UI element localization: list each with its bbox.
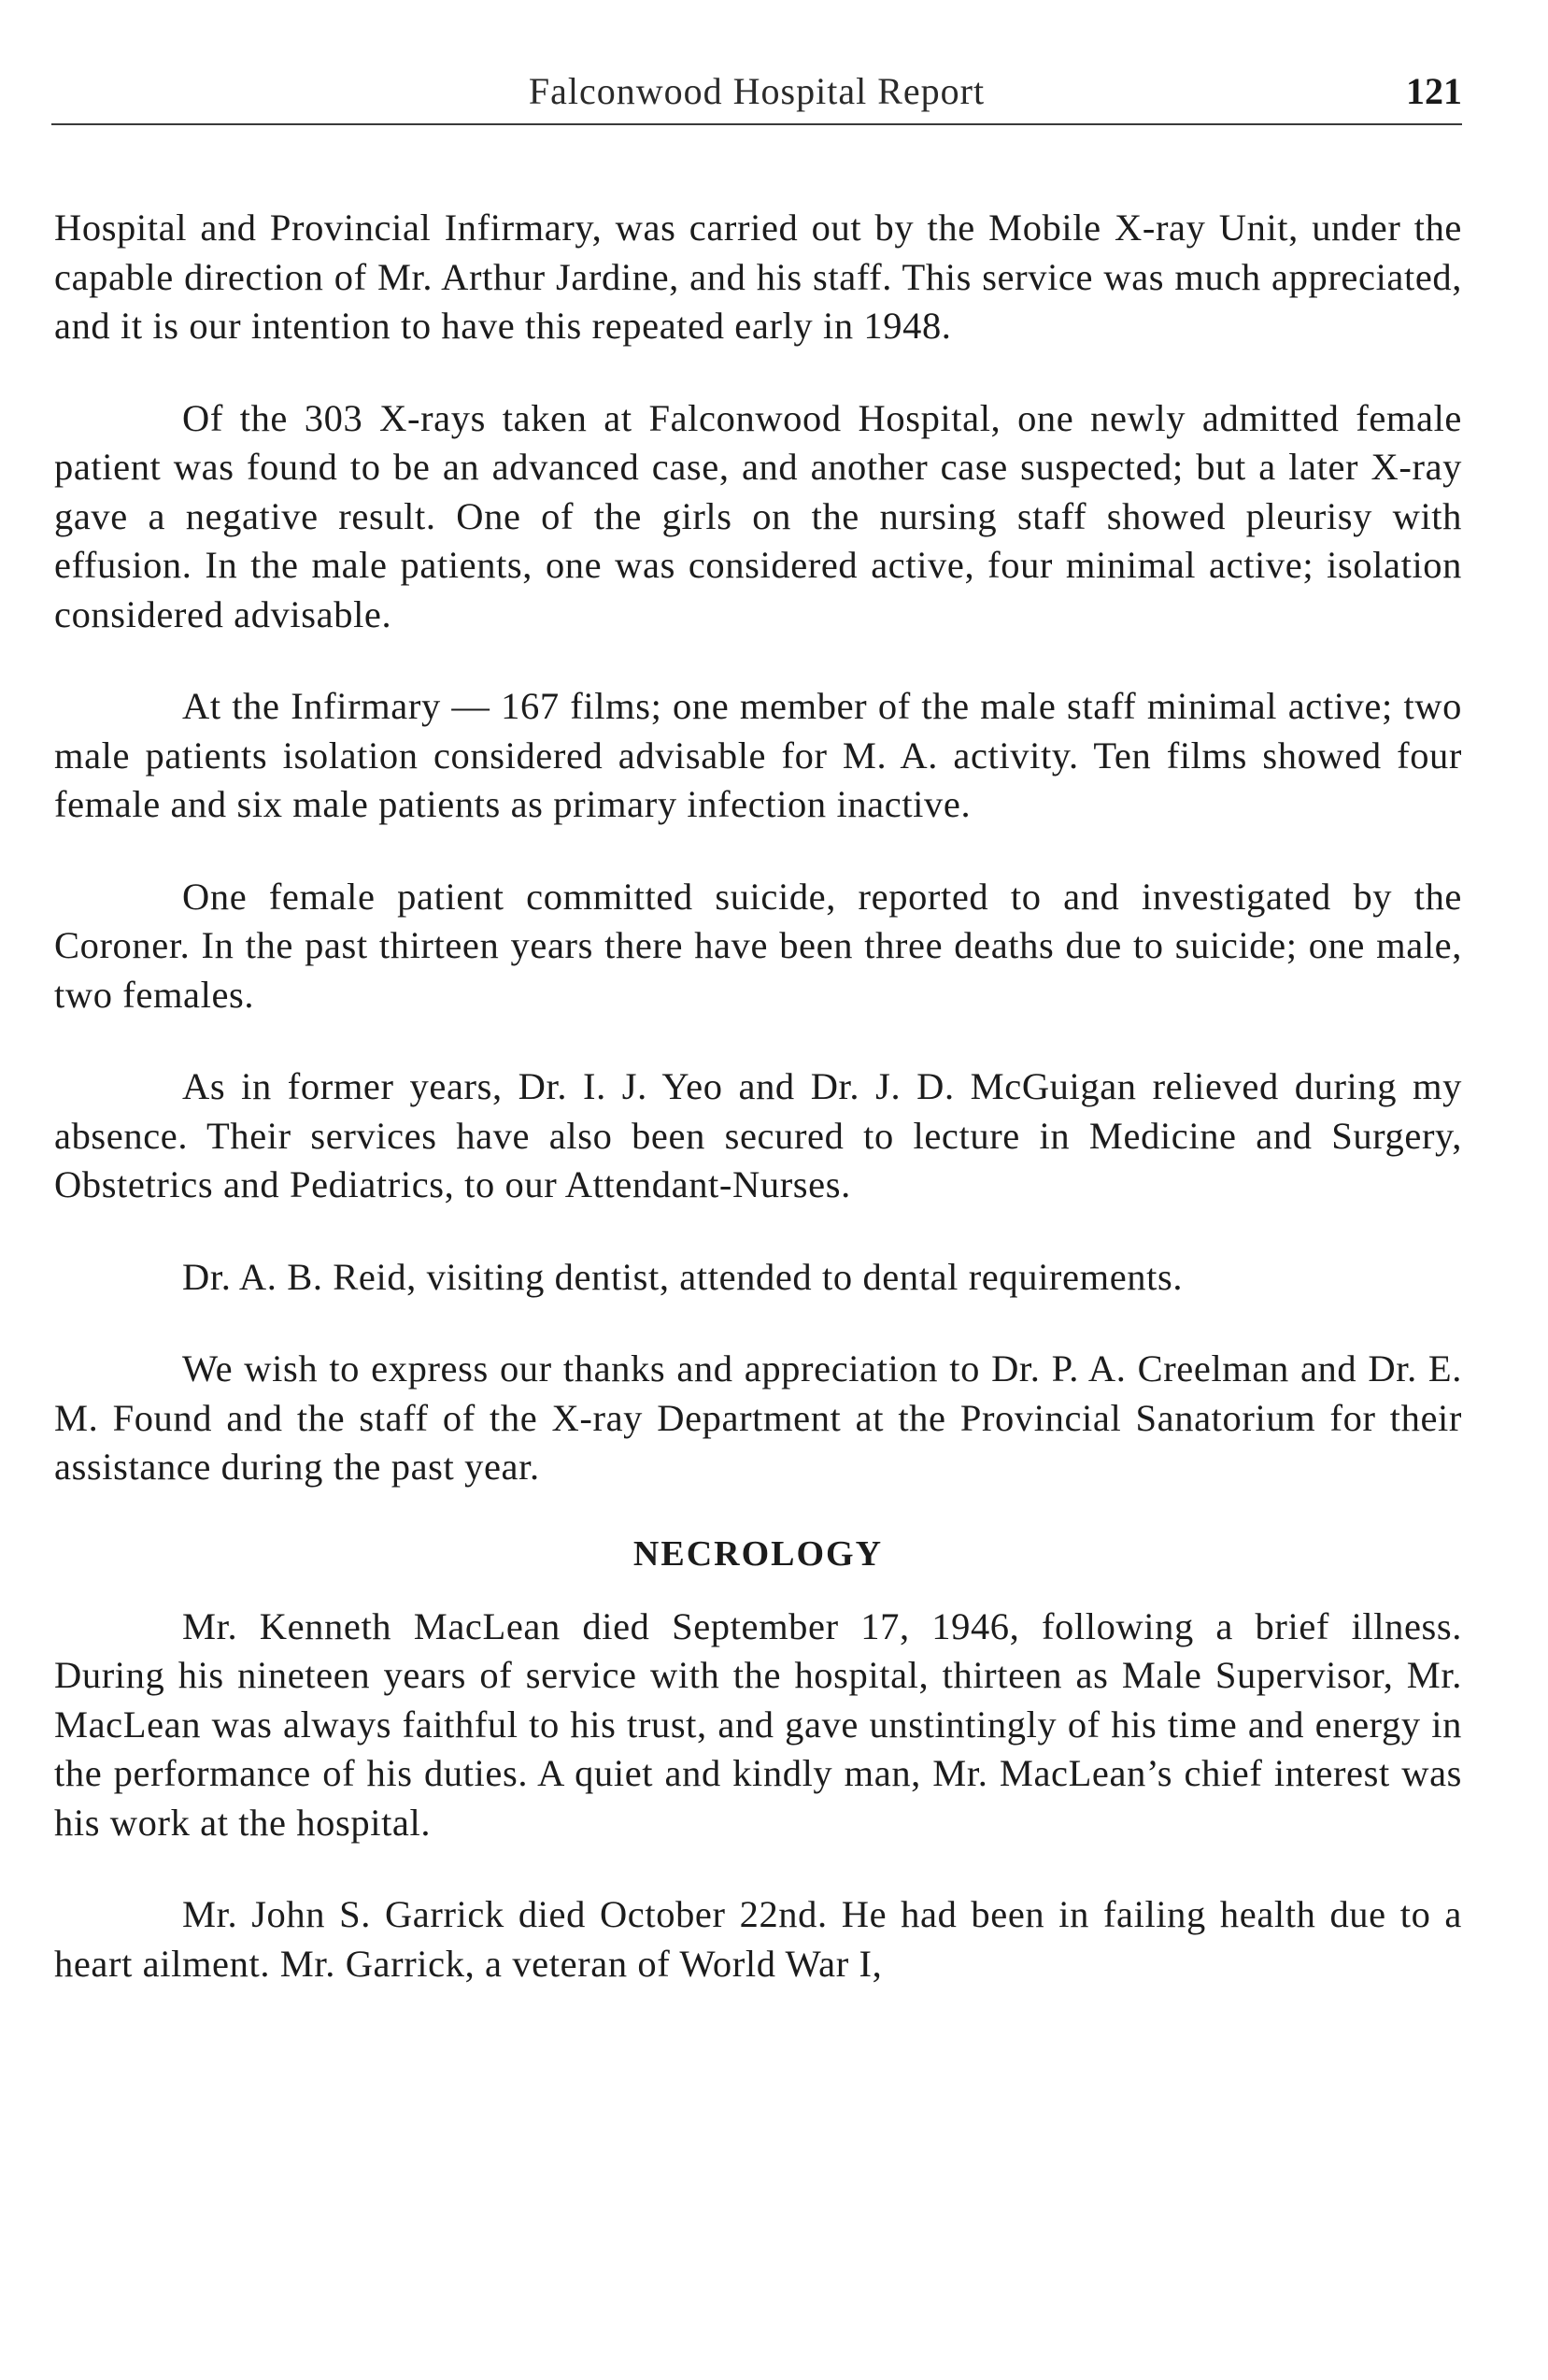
paragraph-thanks: We wish to express our thanks and appreciation to Dr. P. A. Creelman and Dr. E. M. Found and the staff of the X-ray Department at the Provincial Sanatorium for their assistance during the past year. xyxy=(54,1347,1462,1488)
page-number: 121 xyxy=(1406,70,1462,112)
paragraph-necrology-maclean: Mr. Kenneth MacLean died September 17, 1946, following a brief illness. During his nineteen years of service with the hospital, thirteen as Male Supervisor, Mr. MacLean was always faithful to his trust, and gave unstintingly of his time and energy in the performance of his duties. A quiet and kindly man, Mr. MacLean’s chief interest was his work at the hospital. xyxy=(54,1604,1462,1844)
paragraph-dentist: Dr. A. B. Reid, visiting dentist, attended to dental requirements. xyxy=(182,1255,1184,1298)
paragraph-xray-unit: Hospital and Provincial Infirmary, was carried out by the Mobile X-ray Unit, under the capable direction of Mr. Arthur Jardine, and his staff. This service was much appreciated, and it is our intention to have this repeated early in 1948. xyxy=(54,207,1462,347)
paragraph-relief-doctors: As in former years, Dr. I. J. Yeo and Dr. J. D. McGuigan relieved during my absence. Their services have also been secured to lecture in Medicine and Surgery, Obstetrics and Pediatrics, to our Attendant-Nurses. xyxy=(54,1065,1462,1205)
necrology-heading: NECROLOGY xyxy=(632,1533,884,1574)
paragraph-falconwood-xrays: Of the 303 X-rays taken at Falconwood Hospital, one newly admitted female patient was found to be an advanced case, and another case suspected; but a later X-ray gave a negative result. One of the girls on the nursing staff showed pleurisy with effusion. In the male patients, one was considered active, four minimal active; isolation considered advisable. xyxy=(54,396,1462,635)
header-rule xyxy=(51,123,1462,125)
paragraph-necrology-garrick: Mr. John S. Garrick died October 22nd. He had been in failing health due to a heart ailment. Mr. Garrick, a veteran of World War I, xyxy=(54,1893,1462,1985)
running-title: Falconwood Hospital Report xyxy=(528,70,986,112)
running-header xyxy=(51,65,1462,121)
paragraph-infirmary-films: At the Infirmary — 167 films; one member of the male staff minimal active; two male patients isolation considered advisable for M. A. activity. Ten films showed four female and six male patients as primary infection inactive. xyxy=(54,685,1462,825)
paragraph-suicide: One female patient committed suicide, reported to and investigated by the Coroner. In the past thirteen years there have been three deaths due to suicide; one male, two females. xyxy=(54,875,1462,1016)
body-text xyxy=(54,204,1462,2031)
